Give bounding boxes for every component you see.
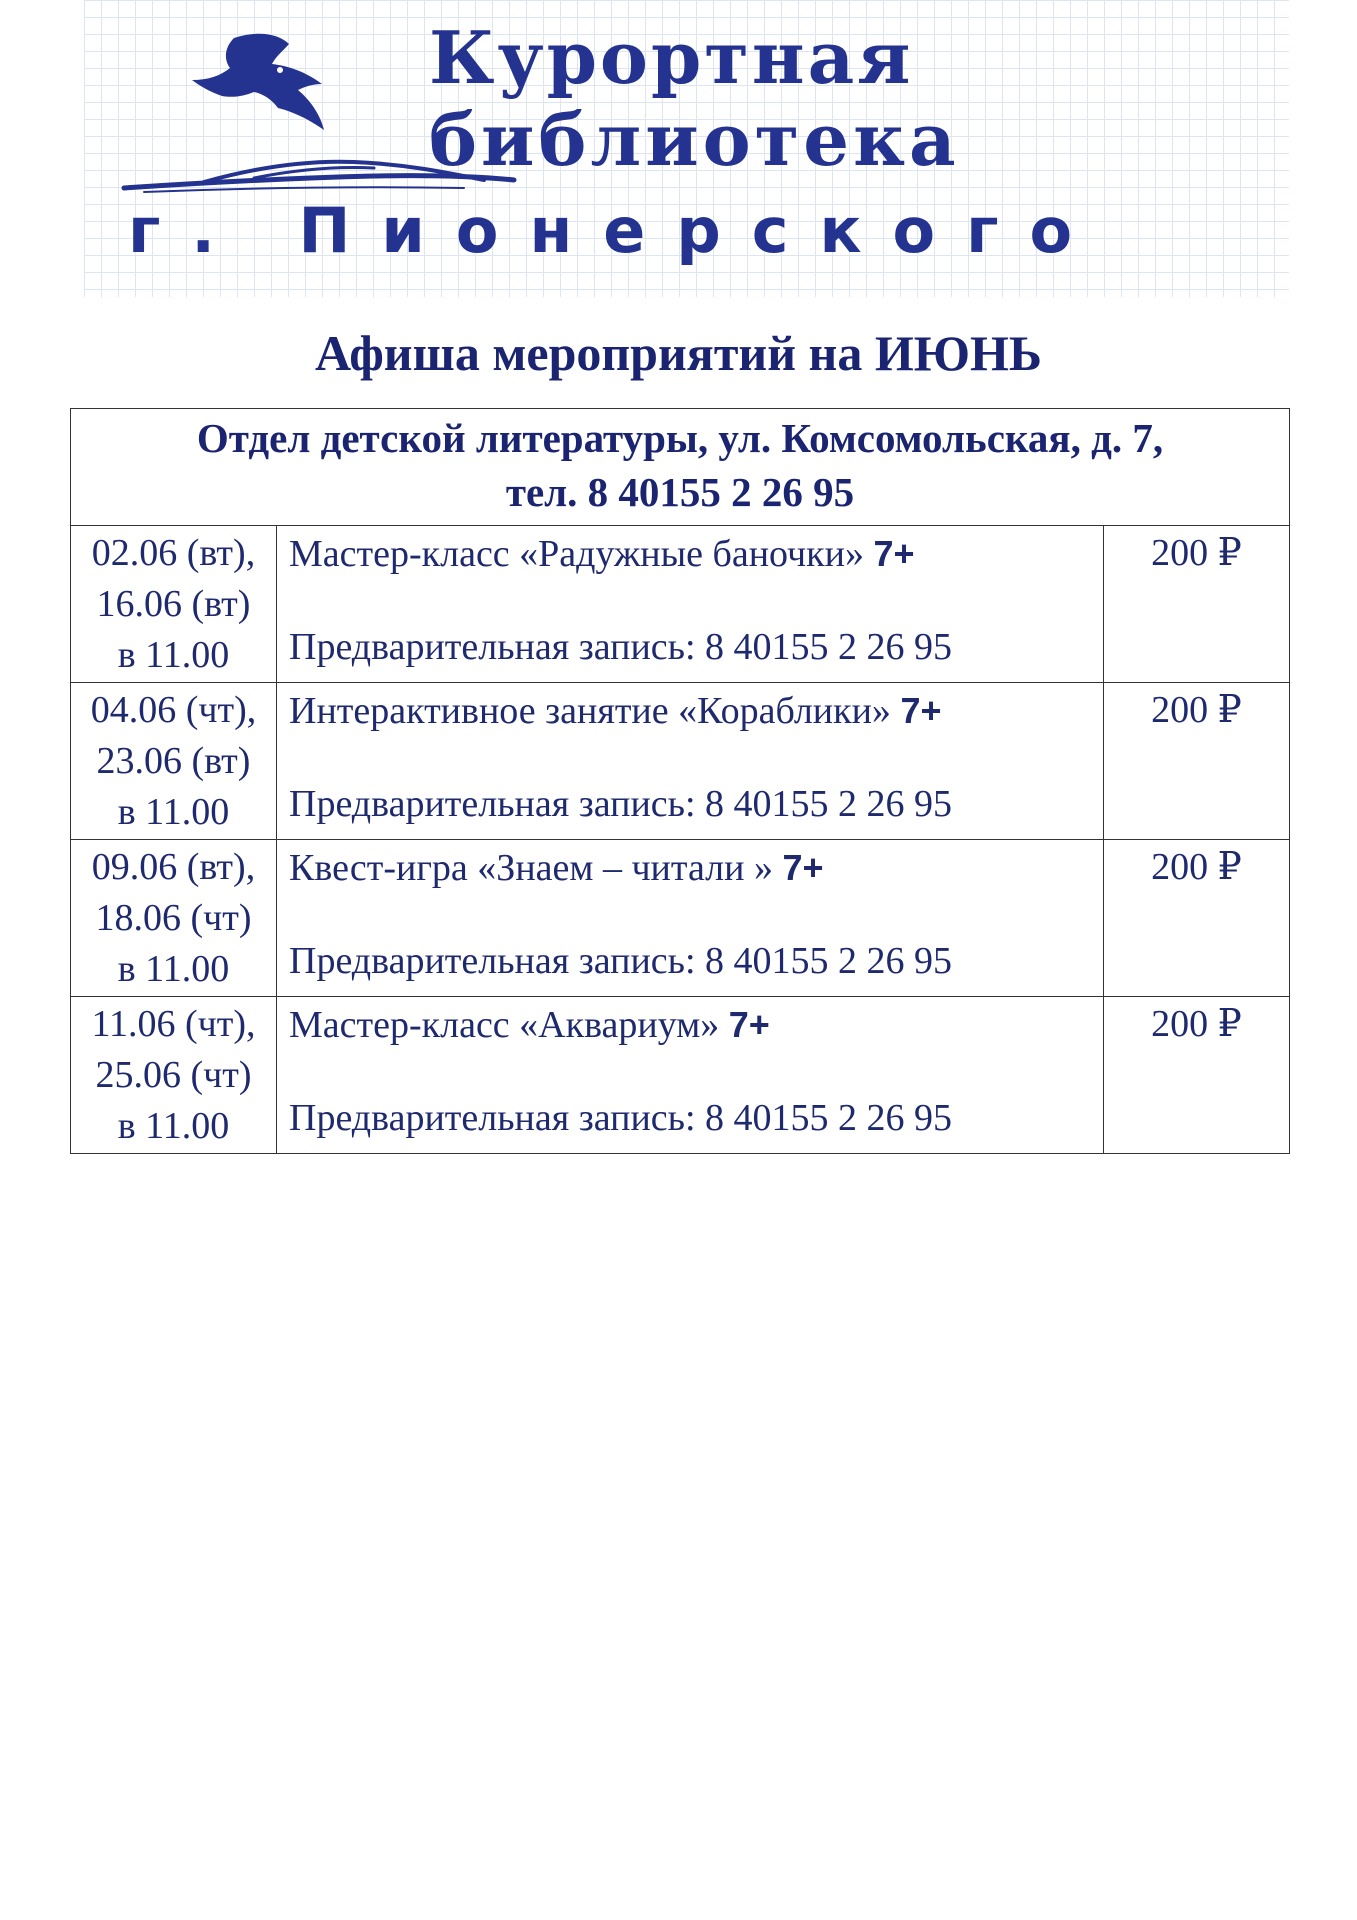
age-rating: 7+ [728,1004,770,1045]
department-address: Отдел детской литературы, ул. Комсомольская, д. 7, [196,415,1164,461]
logo-text-line-2: библиотека [429,97,960,182]
event-title [289,999,770,1051]
age-rating: 7+ [900,690,942,731]
event-name: Квест-игра «Знаем – читали » [289,847,773,889]
event-date-cell [71,683,277,840]
table-row [71,997,1290,1154]
event-title [289,685,941,737]
event-registration-note: Предварительная запись: 8 40155 2 26 95 [289,626,953,668]
event-date-2: 18.06 (чт) [95,897,252,939]
event-date-1: 09.06 (вт), [91,846,256,888]
event-date-1: 04.06 (чт), [90,689,257,731]
event-date-2: 23.06 (вт) [96,740,251,782]
department-row [71,409,1290,526]
event-time: в 11.00 [117,634,230,676]
event-price: 200 ₽ [1104,840,1290,997]
event-description-cell [277,840,1104,997]
event-time: в 11.00 [117,948,230,990]
event-price: 200 ₽ [1104,997,1290,1154]
department-phone: тел. 8 40155 2 26 95 [505,469,855,515]
events-table [70,408,1290,1154]
event-date-cell [71,840,277,997]
event-description-cell [277,997,1104,1154]
event-description-cell [277,683,1104,840]
age-rating: 7+ [782,847,824,888]
event-title [289,528,915,580]
event-registration-note: Предварительная запись: 8 40155 2 26 95 [289,1097,953,1139]
event-time: в 11.00 [117,791,230,833]
department-header [71,409,1290,526]
logo-text-line-3: г. Пионерского [128,194,1104,267]
page-title: Афиша мероприятий на ИЮНЬ [315,325,1042,381]
event-registration-note: Предварительная запись: 8 40155 2 26 95 [289,940,953,982]
event-date-cell [71,997,277,1154]
age-rating: 7+ [873,533,915,574]
logo-text-line-1: Курортная [429,15,914,100]
event-date-cell [71,526,277,683]
library-logo-banner [84,0,1289,297]
event-date-2: 16.06 (вт) [96,583,251,625]
seagull-icon [192,34,324,130]
event-date-2: 25.06 (чт) [95,1054,252,1096]
event-name: Интерактивное занятие «Кораблики» [289,690,891,732]
table-row [71,840,1290,997]
event-title [289,842,824,894]
event-date-1: 11.06 (чт), [91,1003,256,1045]
table-row [71,683,1290,840]
event-name: Мастер-класс «Аквариум» [289,1004,720,1046]
event-price: 200 ₽ [1104,526,1290,683]
event-name: Мастер-класс «Радужные баночки» [289,533,864,575]
event-date-1: 02.06 (вт), [91,532,256,574]
event-price: 200 ₽ [1104,683,1290,840]
event-time: в 11.00 [117,1105,230,1147]
table-row [71,526,1290,683]
event-description-cell [277,526,1104,683]
event-registration-note: Предварительная запись: 8 40155 2 26 95 [289,783,953,825]
